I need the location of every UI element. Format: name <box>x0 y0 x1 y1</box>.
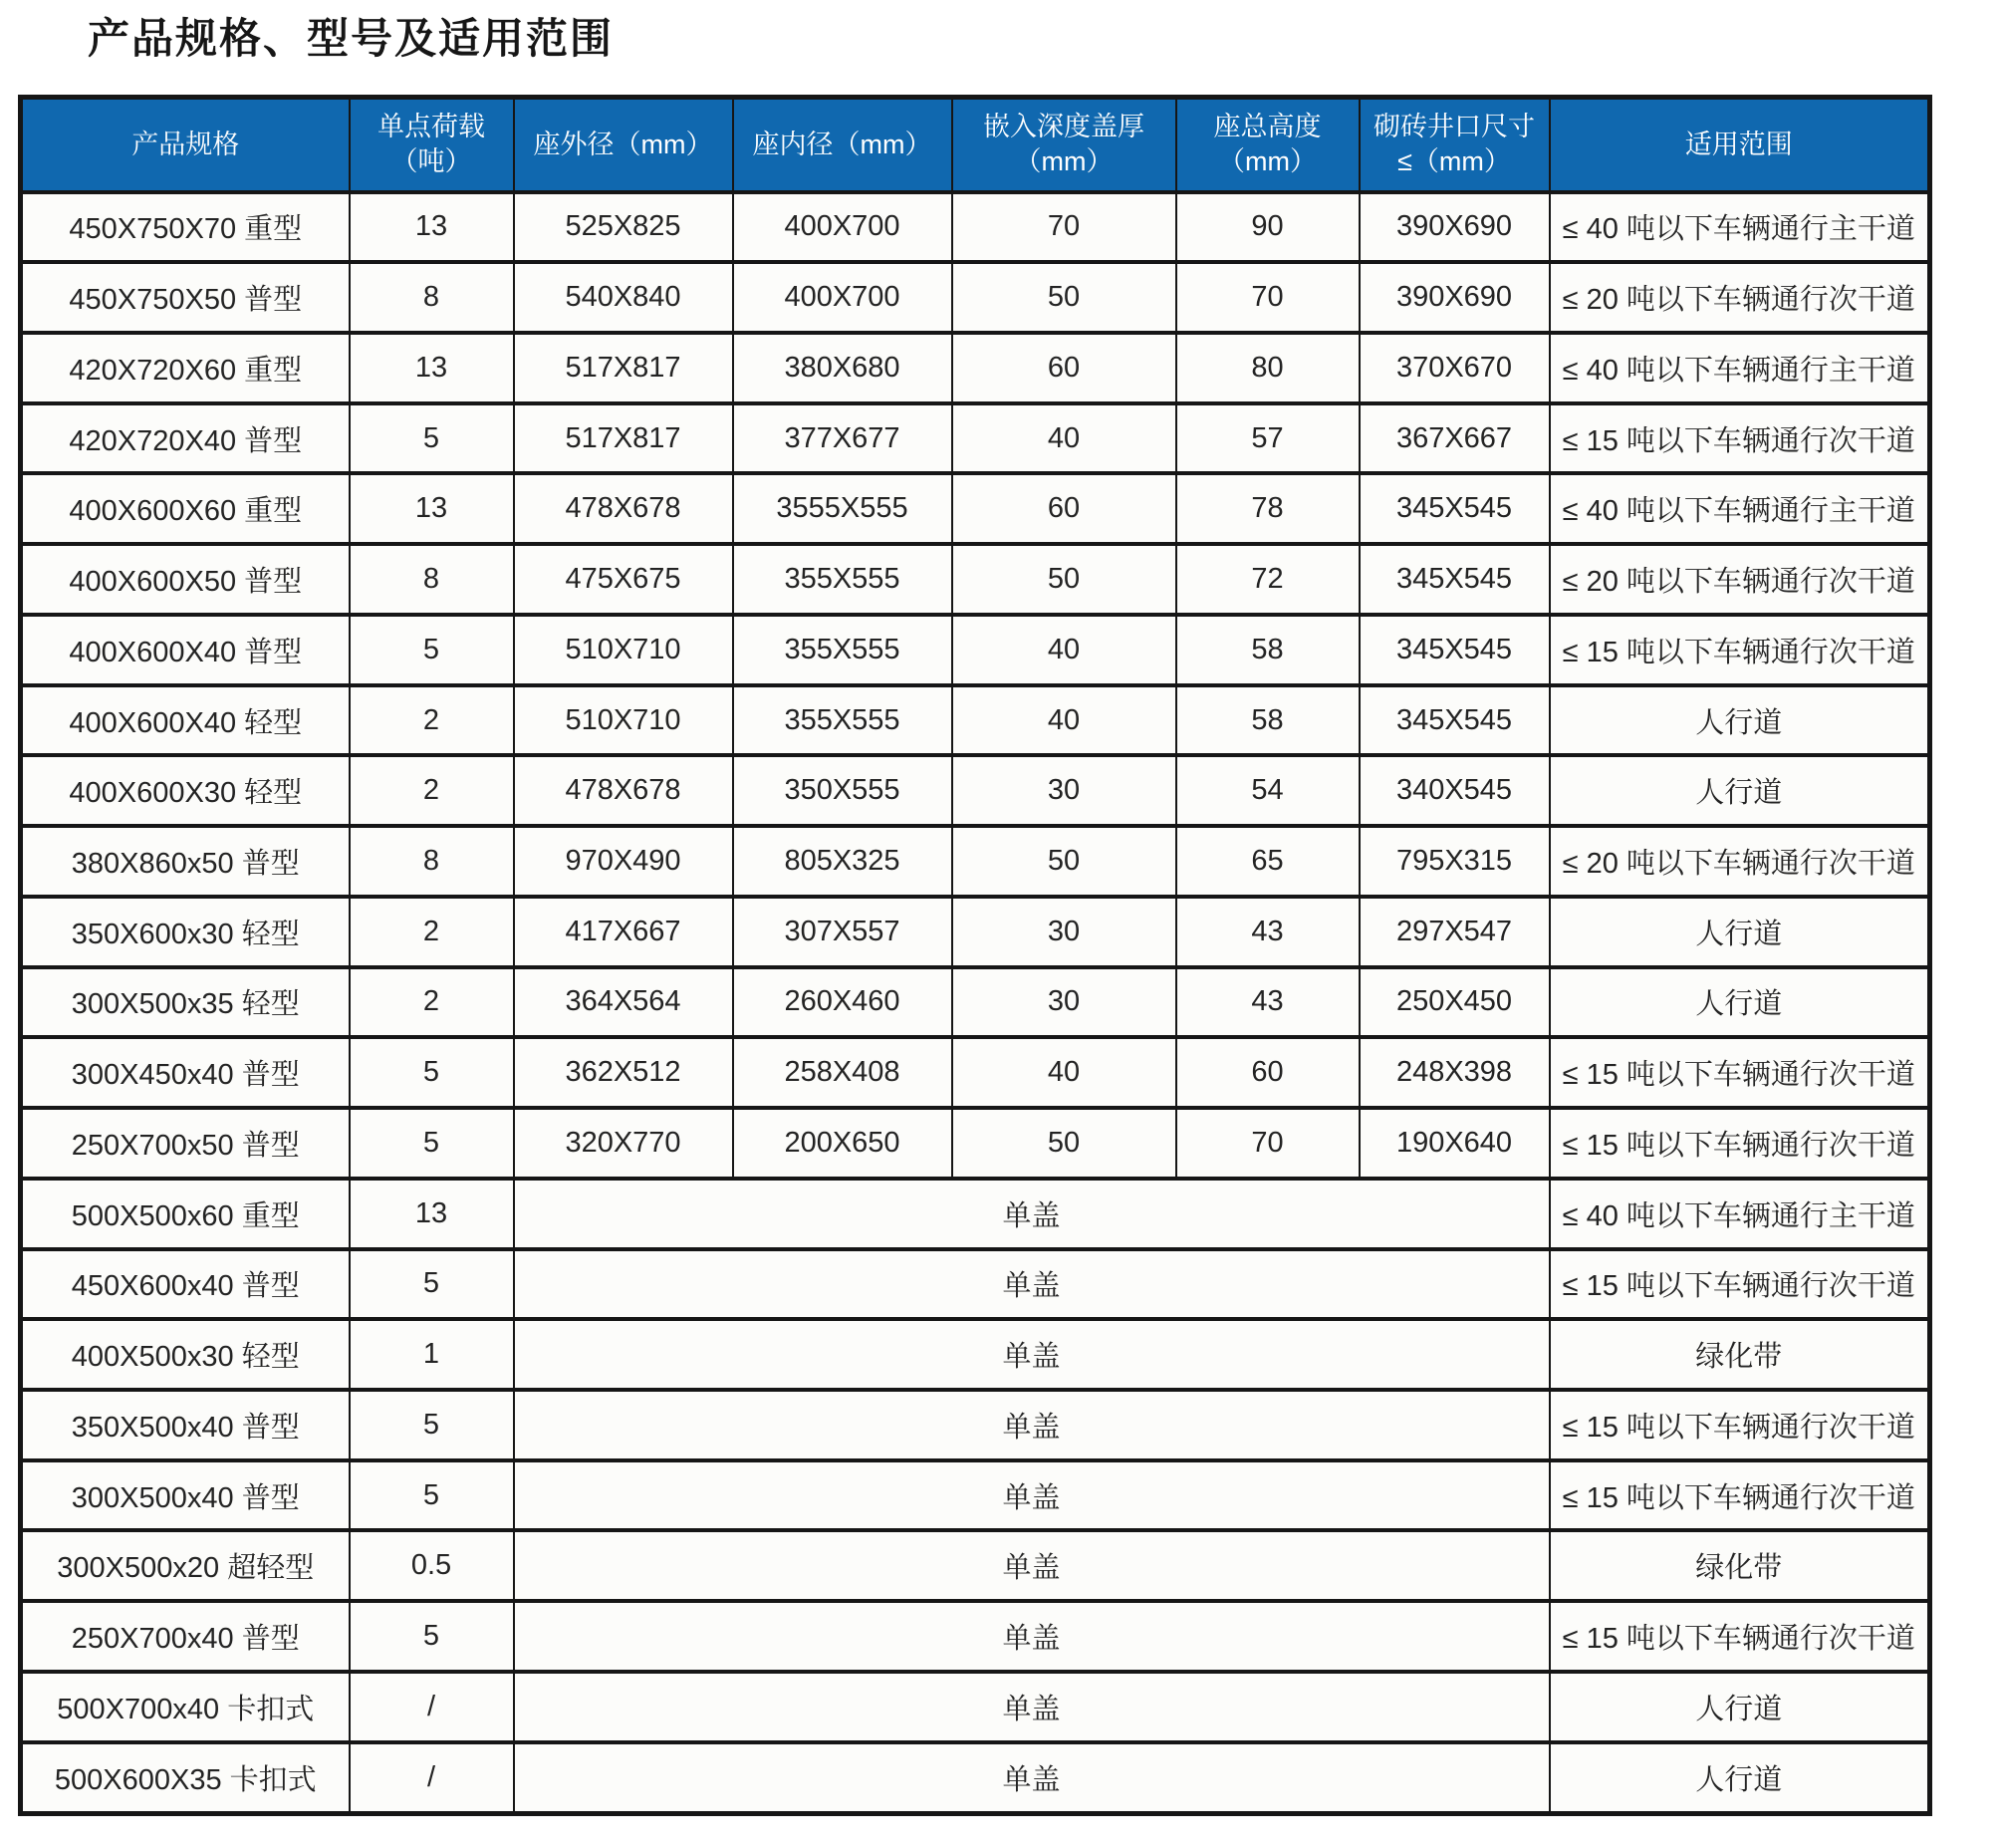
cell-outer: 525X825 <box>514 192 733 263</box>
cell-depth: 40 <box>952 403 1176 474</box>
cell-inner: 400X700 <box>733 262 952 333</box>
cell-spec: 400X600X30 轻型 <box>21 755 350 826</box>
cell-merged: 单盖 <box>514 1672 1550 1742</box>
cell-load: / <box>350 1742 514 1814</box>
table-row <box>21 403 1930 474</box>
cell-depth: 40 <box>952 1037 1176 1108</box>
cell-depth: 30 <box>952 897 1176 967</box>
cell-load: 5 <box>350 1037 514 1108</box>
cell-spec: 400X600X60 重型 <box>21 473 350 544</box>
cell-load: 8 <box>350 544 514 615</box>
cell-inner: 258X408 <box>733 1037 952 1108</box>
cell-range: ≤ 20 吨以下车辆通行次干道 <box>1550 826 1930 897</box>
table-row <box>21 615 1930 685</box>
cell-outer: 478X678 <box>514 755 733 826</box>
cell-range: 人行道 <box>1550 685 1930 756</box>
column-header-line: 产品规格 <box>131 129 240 159</box>
table-row <box>21 1037 1930 1108</box>
cell-range: 绿化带 <box>1550 1530 1930 1601</box>
cell-outer: 475X675 <box>514 544 733 615</box>
cell-height: 70 <box>1176 1108 1360 1179</box>
cell-load: 13 <box>350 473 514 544</box>
cell-range: 人行道 <box>1550 897 1930 967</box>
cell-spec: 300X450x40 普型 <box>21 1037 350 1108</box>
cell-range: ≤ 15 吨以下车辆通行次干道 <box>1550 1249 1930 1320</box>
cell-range: ≤ 15 吨以下车辆通行次干道 <box>1550 615 1930 685</box>
cell-spec: 300X500x35 轻型 <box>21 967 350 1038</box>
column-header <box>21 98 350 192</box>
cell-spec: 350X500x40 普型 <box>21 1390 350 1460</box>
cell-merged: 单盖 <box>514 1601 1550 1672</box>
cell-height: 43 <box>1176 967 1360 1038</box>
cell-load: 5 <box>350 1601 514 1672</box>
table-row <box>21 685 1930 756</box>
cell-range: ≤ 40 吨以下车辆通行主干道 <box>1550 333 1930 403</box>
cell-opening: 345X545 <box>1360 615 1550 685</box>
cell-outer: 970X490 <box>514 826 733 897</box>
table-row <box>21 1672 1930 1742</box>
cell-height: 58 <box>1176 685 1360 756</box>
column-header <box>733 98 952 192</box>
cell-inner: 400X700 <box>733 192 952 263</box>
cell-inner: 377X677 <box>733 403 952 474</box>
column-header-line: ≤（mm） <box>1397 146 1511 177</box>
table-row <box>21 1249 1930 1320</box>
cell-merged: 单盖 <box>514 1742 1550 1814</box>
cell-opening: 345X545 <box>1360 544 1550 615</box>
column-header <box>952 98 1176 192</box>
cell-spec: 500X700x40 卡扣式 <box>21 1672 350 1742</box>
cell-spec: 400X600X40 轻型 <box>21 685 350 756</box>
cell-spec: 450X600x40 普型 <box>21 1249 350 1320</box>
cell-range: 人行道 <box>1550 755 1930 826</box>
cell-height: 78 <box>1176 473 1360 544</box>
cell-outer: 510X710 <box>514 615 733 685</box>
cell-opening: 370X670 <box>1360 333 1550 403</box>
cell-height: 80 <box>1176 333 1360 403</box>
cell-spec: 420X720X40 普型 <box>21 403 350 474</box>
cell-depth: 30 <box>952 967 1176 1038</box>
column-header <box>514 98 733 192</box>
cell-depth: 50 <box>952 1108 1176 1179</box>
cell-inner: 260X460 <box>733 967 952 1038</box>
column-header-line: 座总高度 <box>1213 112 1322 142</box>
column-header-line: 适用范围 <box>1684 129 1793 159</box>
cell-load: 5 <box>350 1460 514 1531</box>
table-row <box>21 1390 1930 1460</box>
cell-load: 2 <box>350 967 514 1038</box>
column-header-line: （mm） <box>1014 146 1114 177</box>
table-row <box>21 1742 1930 1814</box>
cell-spec: 500X600X35 卡扣式 <box>21 1742 350 1814</box>
cell-opening: 190X640 <box>1360 1108 1550 1179</box>
cell-spec: 450X750X50 普型 <box>21 262 350 333</box>
cell-outer: 417X667 <box>514 897 733 967</box>
cell-height: 65 <box>1176 826 1360 897</box>
cell-opening: 248X398 <box>1360 1037 1550 1108</box>
cell-load: 2 <box>350 755 514 826</box>
cell-height: 90 <box>1176 192 1360 263</box>
page-title: 产品规格、型号及适用范围 <box>88 15 615 62</box>
cell-spec: 350X600x30 轻型 <box>21 897 350 967</box>
cell-load: 13 <box>350 1179 514 1249</box>
cell-spec: 300X500x20 超轻型 <box>21 1530 350 1601</box>
cell-opening: 367X667 <box>1360 403 1550 474</box>
table-header <box>21 98 1930 192</box>
cell-range: ≤ 40 吨以下车辆通行主干道 <box>1550 473 1930 544</box>
cell-range: 人行道 <box>1550 1672 1930 1742</box>
cell-merged: 单盖 <box>514 1319 1550 1390</box>
cell-load: 8 <box>350 262 514 333</box>
cell-load: 8 <box>350 826 514 897</box>
cell-load: 0.5 <box>350 1530 514 1601</box>
cell-range: 人行道 <box>1550 1742 1930 1814</box>
cell-opening: 390X690 <box>1360 192 1550 263</box>
cell-inner: 350X555 <box>733 755 952 826</box>
cell-range: ≤ 20 吨以下车辆通行次干道 <box>1550 544 1930 615</box>
cell-depth: 50 <box>952 544 1176 615</box>
table-row <box>21 1460 1930 1531</box>
column-header-line: （mm） <box>1218 146 1317 177</box>
cell-opening: 795X315 <box>1360 826 1550 897</box>
column-header <box>1176 98 1360 192</box>
cell-outer: 540X840 <box>514 262 733 333</box>
cell-depth: 30 <box>952 755 1176 826</box>
cell-load: 5 <box>350 1249 514 1320</box>
cell-spec: 380X860x50 普型 <box>21 826 350 897</box>
cell-height: 72 <box>1176 544 1360 615</box>
cell-height: 43 <box>1176 897 1360 967</box>
cell-spec: 400X500x30 轻型 <box>21 1319 350 1390</box>
cell-inner: 805X325 <box>733 826 952 897</box>
cell-depth: 70 <box>952 192 1176 263</box>
cell-range: ≤ 15 吨以下车辆通行次干道 <box>1550 1601 1930 1672</box>
column-header-line: （吨） <box>390 146 472 177</box>
column-header <box>1360 98 1550 192</box>
cell-load: 2 <box>350 685 514 756</box>
cell-range: ≤ 40 吨以下车辆通行主干道 <box>1550 1179 1930 1249</box>
cell-merged: 单盖 <box>514 1390 1550 1460</box>
cell-range: 绿化带 <box>1550 1319 1930 1390</box>
cell-height: 60 <box>1176 1037 1360 1108</box>
cell-depth: 60 <box>952 333 1176 403</box>
cell-outer: 517X817 <box>514 333 733 403</box>
cell-spec: 250X700x50 普型 <box>21 1108 350 1179</box>
cell-range: ≤ 15 吨以下车辆通行次干道 <box>1550 1037 1930 1108</box>
cell-range: 人行道 <box>1550 967 1930 1038</box>
cell-depth: 50 <box>952 826 1176 897</box>
table-body <box>21 192 1930 1814</box>
cell-spec: 300X500x40 普型 <box>21 1460 350 1531</box>
cell-opening: 250X450 <box>1360 967 1550 1038</box>
cell-outer: 320X770 <box>514 1108 733 1179</box>
cell-load: 5 <box>350 1108 514 1179</box>
cell-load: / <box>350 1672 514 1742</box>
cell-opening: 297X547 <box>1360 897 1550 967</box>
cell-opening: 345X545 <box>1360 685 1550 756</box>
cell-outer: 364X564 <box>514 967 733 1038</box>
cell-range: ≤ 40 吨以下车辆通行主干道 <box>1550 192 1930 263</box>
column-header <box>1550 98 1930 192</box>
cell-depth: 60 <box>952 473 1176 544</box>
cell-height: 70 <box>1176 262 1360 333</box>
cell-range: ≤ 15 吨以下车辆通行次干道 <box>1550 1460 1930 1531</box>
table-row <box>21 473 1930 544</box>
table-row <box>21 1601 1930 1672</box>
column-header-line: 砌砖井口尺寸 <box>1374 112 1535 142</box>
table-row <box>21 1530 1930 1601</box>
table-row <box>21 897 1930 967</box>
cell-opening: 390X690 <box>1360 262 1550 333</box>
column-header-line: 单点荷载 <box>377 112 485 142</box>
cell-load: 13 <box>350 333 514 403</box>
cell-load: 5 <box>350 403 514 474</box>
cell-inner: 200X650 <box>733 1108 952 1179</box>
cell-inner: 355X555 <box>733 615 952 685</box>
cell-spec: 400X600X40 普型 <box>21 615 350 685</box>
cell-depth: 50 <box>952 262 1176 333</box>
column-header-line: 座外径（mm） <box>533 129 713 159</box>
cell-merged: 单盖 <box>514 1249 1550 1320</box>
cell-inner: 380X680 <box>733 333 952 403</box>
table-row <box>21 1108 1930 1179</box>
cell-depth: 40 <box>952 685 1176 756</box>
cell-spec: 450X750X70 重型 <box>21 192 350 263</box>
cell-height: 58 <box>1176 615 1360 685</box>
column-header <box>350 98 514 192</box>
table-row <box>21 1179 1930 1249</box>
cell-height: 57 <box>1176 403 1360 474</box>
cell-merged: 单盖 <box>514 1179 1550 1249</box>
table-row <box>21 1319 1930 1390</box>
cell-inner: 307X557 <box>733 897 952 967</box>
cell-opening: 340X545 <box>1360 755 1550 826</box>
cell-inner: 3555X555 <box>733 473 952 544</box>
cell-range: ≤ 20 吨以下车辆通行次干道 <box>1550 262 1930 333</box>
cell-load: 2 <box>350 897 514 967</box>
cell-spec: 400X600X50 普型 <box>21 544 350 615</box>
table-row <box>21 967 1930 1038</box>
cell-outer: 478X678 <box>514 473 733 544</box>
cell-outer: 517X817 <box>514 403 733 474</box>
cell-spec: 500X500x60 重型 <box>21 1179 350 1249</box>
table-row <box>21 262 1930 333</box>
cell-spec: 250X700x40 普型 <box>21 1601 350 1672</box>
table-row <box>21 755 1930 826</box>
cell-merged: 单盖 <box>514 1460 1550 1531</box>
table-row <box>21 544 1930 615</box>
cell-load: 13 <box>350 192 514 263</box>
table-header-row <box>21 98 1930 192</box>
cell-outer: 362X512 <box>514 1037 733 1108</box>
table-row <box>21 333 1930 403</box>
table-row <box>21 826 1930 897</box>
cell-inner: 355X555 <box>733 685 952 756</box>
cell-load: 5 <box>350 1390 514 1460</box>
cell-load: 5 <box>350 615 514 685</box>
table-row <box>21 192 1930 263</box>
cell-inner: 355X555 <box>733 544 952 615</box>
cell-spec: 420X720X60 重型 <box>21 333 350 403</box>
cell-merged: 单盖 <box>514 1530 1550 1601</box>
cell-opening: 345X545 <box>1360 473 1550 544</box>
product-spec-table <box>18 95 1932 1816</box>
column-header-line: 座内径（mm） <box>752 129 932 159</box>
column-header-line: 嵌入深度盖厚 <box>983 112 1144 142</box>
cell-range: ≤ 15 吨以下车辆通行次干道 <box>1550 1108 1930 1179</box>
cell-depth: 40 <box>952 615 1176 685</box>
cell-range: ≤ 15 吨以下车辆通行次干道 <box>1550 403 1930 474</box>
cell-range: ≤ 15 吨以下车辆通行次干道 <box>1550 1390 1930 1460</box>
cell-outer: 510X710 <box>514 685 733 756</box>
cell-height: 54 <box>1176 755 1360 826</box>
cell-load: 1 <box>350 1319 514 1390</box>
